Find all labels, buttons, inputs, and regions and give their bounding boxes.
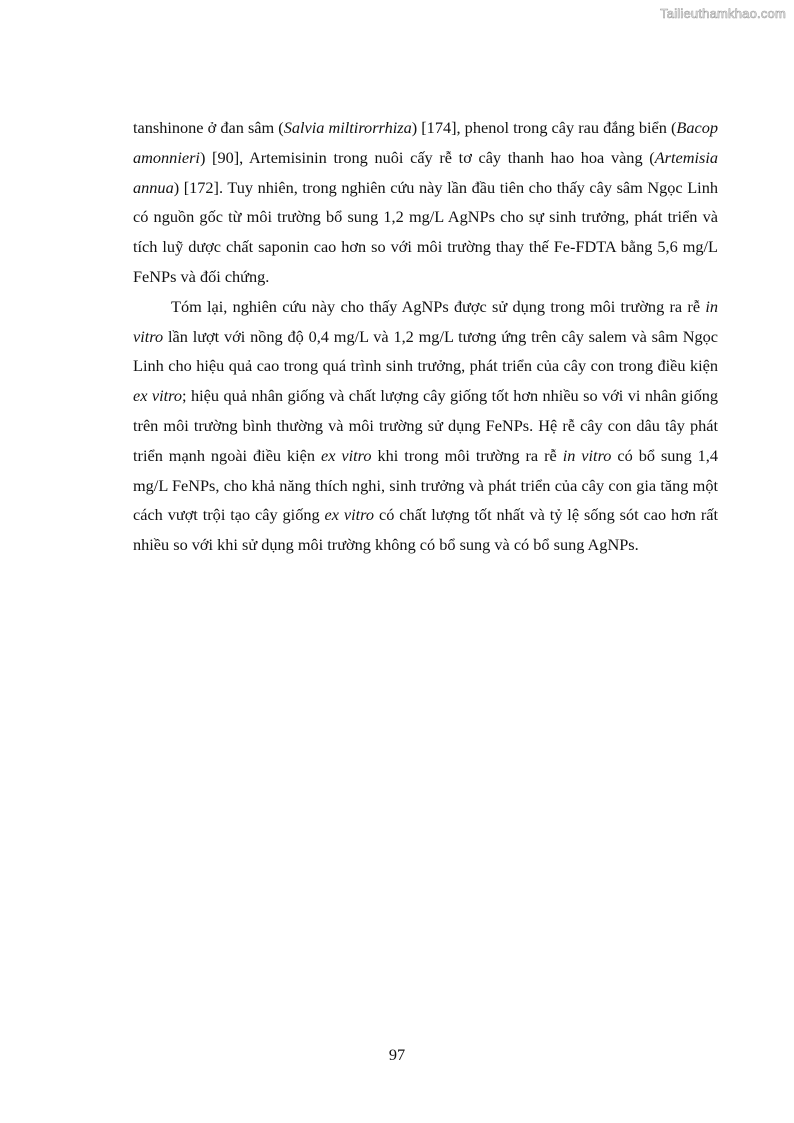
paragraph-summary: [133, 292, 718, 560]
italic-term: Salvia miltirorrhiza: [283, 118, 412, 137]
text-run: tanshinone ở đan sâm (: [133, 118, 284, 137]
watermark: Tailieuthamkhao.com: [660, 6, 786, 21]
text-run: khi trong môi trường ra rễ: [371, 445, 563, 465]
text-run: lần lượt với nồng độ 0,4 mg/L và 1,2 mg/L tương ứng trên cây salem và sâm Ngọc Linh cho hiệu quả cao trong quá trình sinh trưởng, phát triển của cây con trong điều kiện: [133, 326, 718, 376]
page-body: [133, 113, 718, 560]
italic-term: ex vitro: [321, 445, 372, 465]
italic-term: Artemisia annua: [133, 147, 718, 197]
text-run: ) [174], phenol trong cây rau đắng biển (: [411, 118, 677, 137]
text-run: ) [90], Artemisinin trong nuôi cấy rễ tơ cây thanh hao hoa vàng (: [199, 147, 655, 167]
italic-term: in vitro: [562, 445, 612, 465]
paragraph-continuation: [133, 113, 718, 292]
italic-term: ex vitro: [133, 386, 183, 406]
text-run: ; hiệu quả nhân giống và chất lượng cây giống tốt hơn nhiều so với vi nhân giống trên môi trường bình thường và môi trường sử dụng FeNPs. Hệ rễ cây con dâu tây phát triển mạnh ngoài điều kiện: [133, 386, 719, 465]
page-number: 97: [388, 1045, 406, 1064]
text-run: ) [172]. Tuy nhiên, trong nghiên cứu này lần đầu tiên cho thấy cây sâm Ngọc Linh có nguồn gốc từ môi trường bổ sung 1,2 mg/L AgNPs cho sự sinh trưởng, phát triển và tích luỹ dược chất saponin cao hơn so với môi trường thay thế Fe-FDTA bằng 5,6 mg/L FeNPs và đối chứng.: [133, 177, 718, 286]
text-run: có chất lượng tốt nhất và tỷ lệ sống sót cao hơn rất nhiều so với khi sử dụng môi trường không có bổ sung và có bổ sung AgNPs.: [133, 505, 718, 555]
italic-term: Bacop amonnieri: [133, 118, 719, 167]
text-run: có bổ sung 1,4 mg/L FeNPs, cho khả năng thích nghi, sinh trưởng và phát triển của cây con gia tăng một cách vượt trội tạo cây giống: [133, 445, 719, 525]
italic-term: ex vitro: [324, 505, 375, 525]
italic-term: in vitro: [133, 296, 718, 346]
text-run: Tóm lại, nghiên cứu này cho thấy AgNPs được sử dụng trong môi trường ra rễ: [171, 296, 706, 316]
